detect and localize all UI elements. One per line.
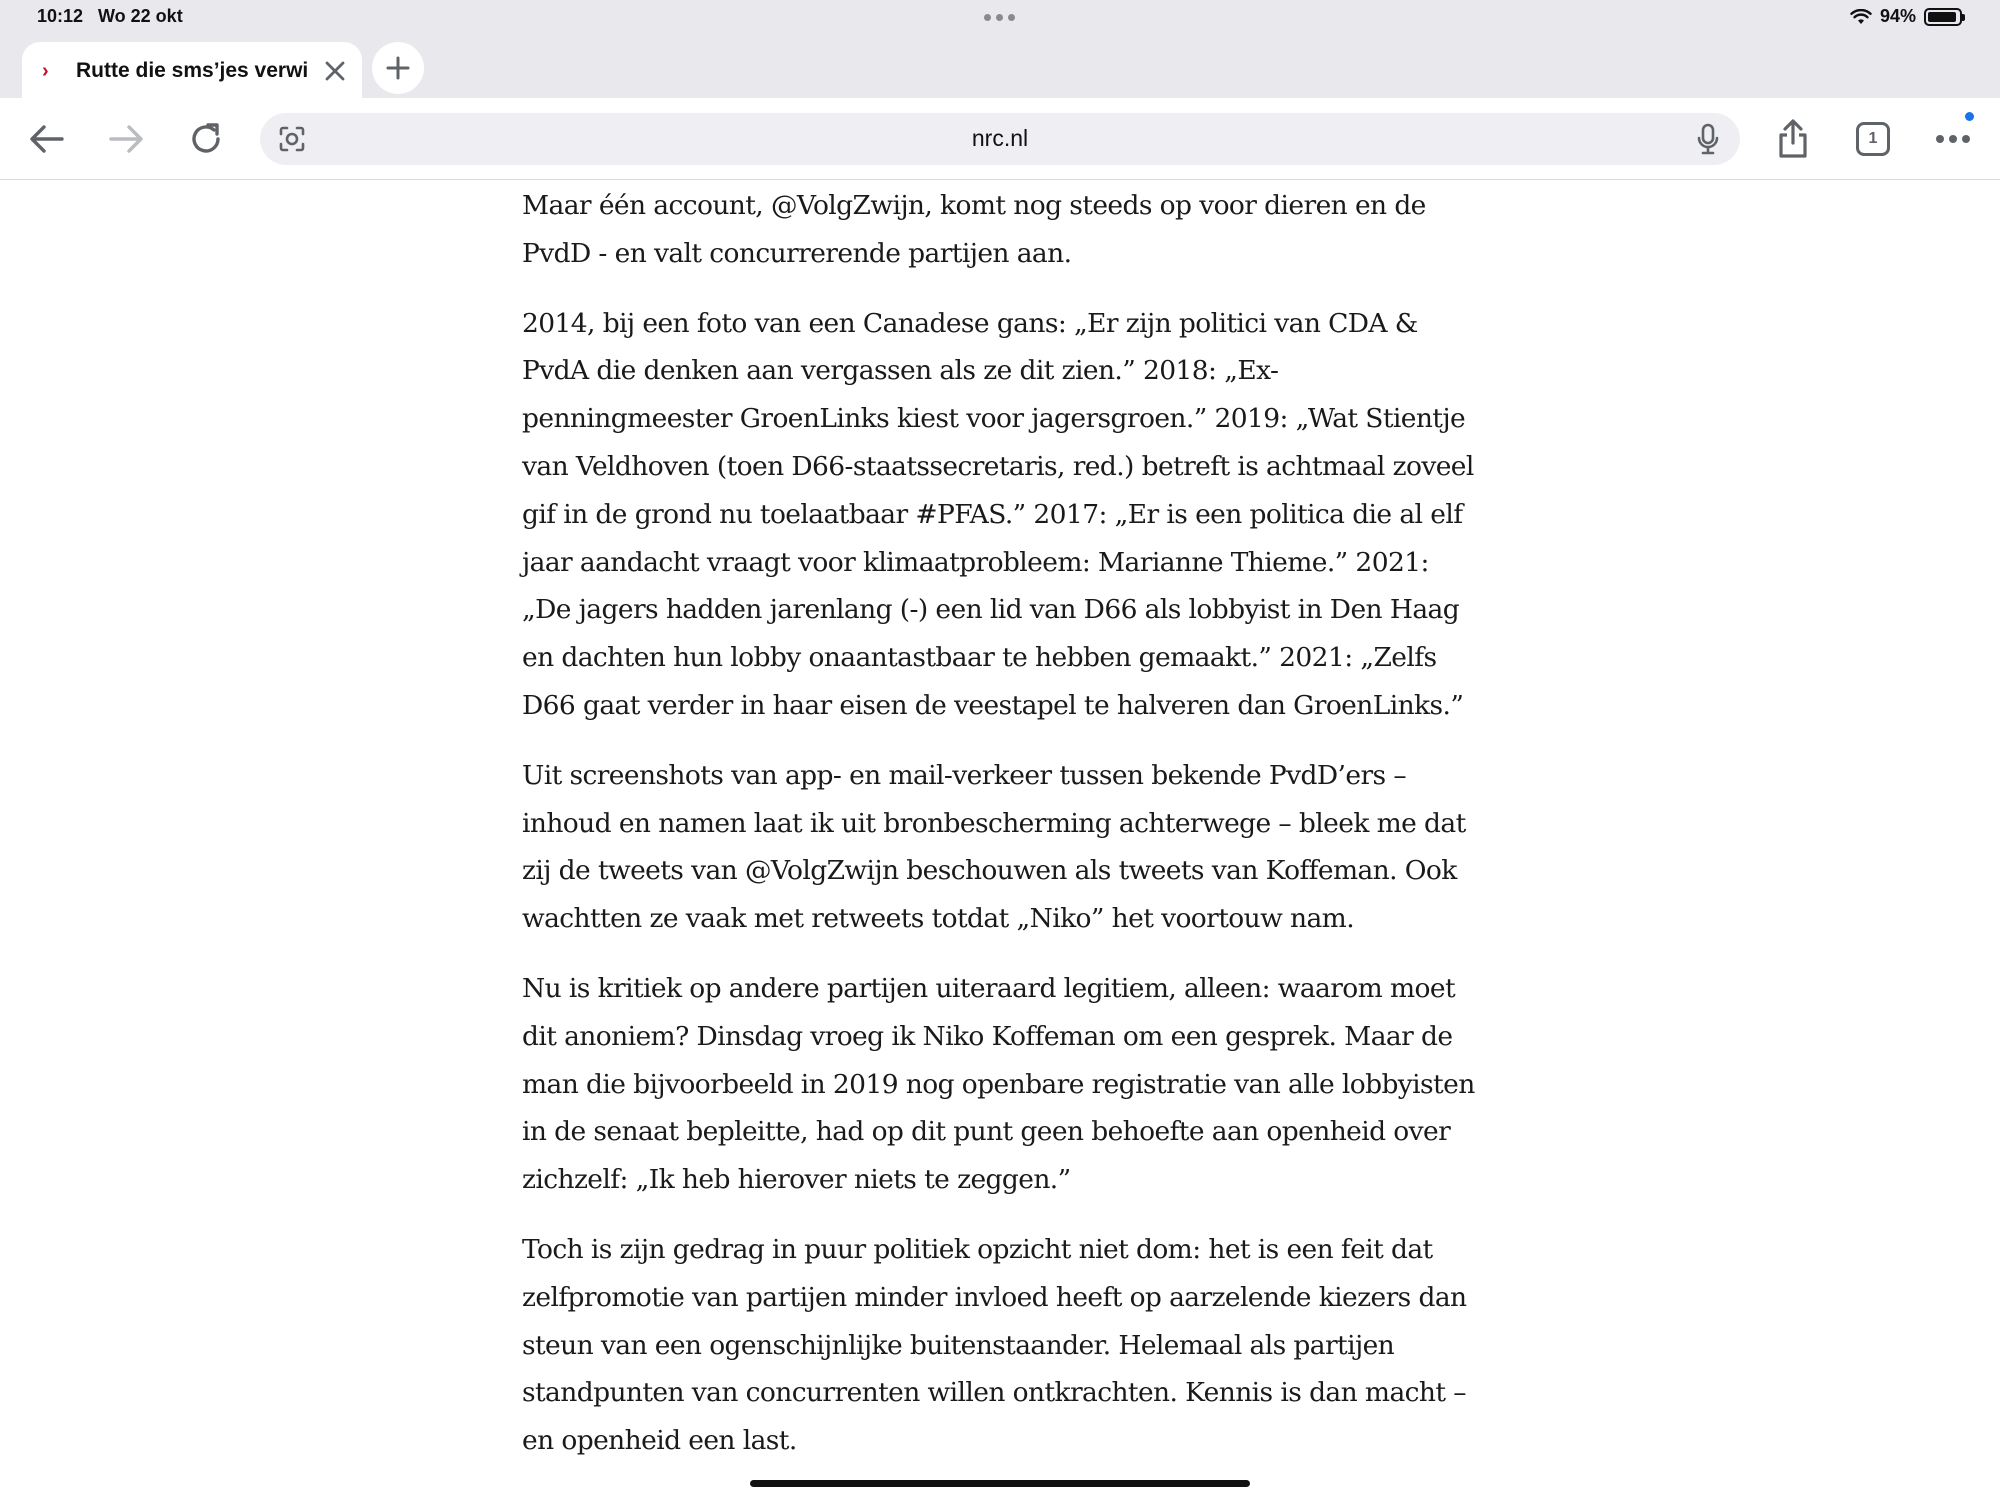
share-icon	[1776, 119, 1810, 159]
arrow-right-icon	[108, 124, 144, 154]
microphone-icon[interactable]	[1692, 123, 1724, 155]
tab-strip	[0, 36, 2000, 98]
status-time: 10:12	[37, 6, 84, 26]
url-text: nrc.nl	[971, 125, 1029, 151]
tab-switcher-icon: 1	[1856, 122, 1890, 156]
browser-tab[interactable]	[22, 42, 362, 100]
article-paragraph: Maar één account, @VolgZwijn, komt nog steeds op voor dieren en de PvdD - en valt concurrerende partijen aan.	[522, 190, 1426, 269]
share-button[interactable]	[1770, 116, 1816, 162]
menu-button[interactable]	[1930, 116, 1976, 162]
forward-button[interactable]	[103, 116, 149, 162]
new-tab-button[interactable]	[372, 42, 424, 94]
status-bar	[0, 0, 2000, 36]
notification-dot	[1965, 112, 1974, 121]
article-body	[522, 180, 1482, 1487]
article-paragraph: Nu is kritiek op andere partijen uiteraard legitiem, alleen: waarom moet dit anoniem? Dinsdag vroeg ik Niko Koffeman om een gesprek. Maar de man die bijvoorbeeld in 2019 nog openbare registratie van alle lobbyisten in de senaat bepleitte, had op dit punt geen behoefte aan openheid over zichzelf: „Ik heb hierover niets te zeggen.”	[522, 972, 1475, 1196]
wifi-icon	[1850, 9, 1872, 25]
back-button[interactable]	[24, 116, 70, 162]
plus-icon	[386, 56, 410, 80]
more-horizontal-icon	[1935, 134, 1971, 144]
status-right	[1850, 6, 1962, 27]
battery-icon	[1924, 8, 1962, 26]
reload-icon	[188, 121, 224, 157]
article-paragraph: Uit screenshots van app- en mail-verkeer tussen bekende PvdD’ers – inhoud en namen laat ik uit bronbescherming achterwege – bleek me dat zij de tweets van @VolgZwijn beschouwen als tweets van Koffeman. Ook wachtten ze vaak met retweets totdat „Niko” het voortouw nam.	[522, 759, 1466, 935]
tab-title: Rutte die sms’jes verwi	[76, 59, 308, 82]
close-icon[interactable]	[320, 56, 350, 86]
address-bar[interactable]	[260, 113, 1740, 165]
home-indicator[interactable]	[750, 1480, 1250, 1487]
battery-percentage: 94%	[1879, 6, 1916, 26]
reload-button[interactable]	[183, 116, 229, 162]
multitasking-dots[interactable]	[984, 14, 1015, 21]
status-date: Wo 22 okt	[98, 6, 183, 26]
nrc-favicon-icon: ›	[42, 59, 49, 82]
article-paragraph: Toch is zijn gedrag in puur politiek opzicht niet dom: het is een feit dat zelfpromotie van partijen minder invloed heeft op aarzelende kiezers dan steun van een ogenschijnlijke buitenstaander. Helemaal als partijen standpunten van concurrenten willen ontkrachten. Kennis is dan macht – en openheid een last.	[522, 1233, 1467, 1457]
article-paragraph: 2014, bij een foto van een Canadese gans: „Er zijn politici van CDA & PvdA die denken aan vergassen als ze dit zien.” 2018: „Ex-penningmeester GroenLinks kiest voor jagersgroen.” 2019: „Wat Stientje van Veldhoven (toen D66-staatssecretaris, red.) betreft is achtmaal zoveel gif in de grond nu toelaatbaar #PFAS.” 2017: „Er is een politica die al elf jaar aandacht vraagt voor klimaatprobleem: Marianne Thieme.” 2021: „De jagers hadden jarenlang (-) een lid van D66 als lobbyist in Den Haag en dachten hun lobby onaantastbaar te hebben gemaakt.” 2021: „Zelfs D66 gaat verder in haar eisen de veestapel te halveren dan GroenLinks.”	[522, 307, 1474, 721]
browser-toolbar	[0, 98, 2000, 180]
tab-switcher-button[interactable]	[1850, 116, 1896, 162]
arrow-left-icon	[29, 124, 65, 154]
